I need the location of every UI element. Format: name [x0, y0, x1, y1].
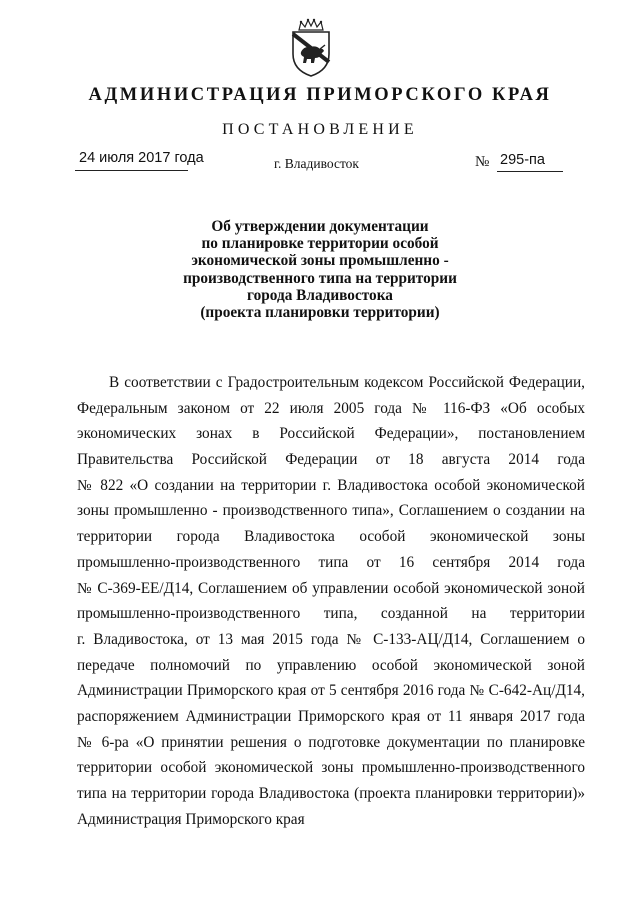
body-line: промышленно-производственного типа, созданной на территории: [77, 605, 585, 623]
body-line: Правительства Российской Федерации от 18 августа 2014 года: [77, 451, 585, 469]
document-type: ПОСТАНОВЛЕНИЕ: [222, 121, 418, 138]
coat-of-arms-emblem: [287, 18, 335, 78]
number-underline: [497, 171, 563, 172]
document-date: 24 июля 2017 года: [79, 150, 204, 166]
body-line: Администрация Приморского края: [77, 810, 305, 828]
body-line: экономических зонах в Российской Федерации», постановлением: [77, 425, 585, 443]
body-line: распоряжением Администрации Приморского края от 11 января 2017 года: [77, 707, 585, 725]
body-line: типа на территории города Владивостока (проекта планировки территории)»: [77, 785, 585, 802]
subject-line: города Владивостока: [247, 286, 393, 304]
body-line: передаче полномочий по управлению особой экономической зоной: [77, 656, 585, 674]
body-line: В соответствии с Градостроительным кодексом Российской Федерации,: [109, 374, 585, 391]
organization-title: АДМИНИСТРАЦИЯ ПРИМОРСКОГО КРАЯ: [88, 85, 552, 105]
document-number: 295-па: [500, 152, 545, 168]
subject-line: (проекта планировки территории): [200, 304, 440, 322]
subject-line: по планировке территории особой: [201, 235, 439, 253]
body-line: зоны промышленно - производственного типа», Соглашением о создании на: [77, 502, 585, 520]
body-line: территории города Владивостока особой экономической зоны: [77, 528, 585, 546]
subject-line: экономической зоны промышленно -: [191, 252, 449, 270]
document-subject: [0, 218, 640, 321]
subject-line: Об утверждении документации: [211, 218, 429, 235]
date-underline: [75, 170, 188, 171]
document-city: г. Владивосток: [274, 156, 359, 171]
number-sign: №: [475, 154, 490, 170]
body-line: Администрации Приморского края от 5 сентября 2016 года № С-642-Ац/Д14,: [77, 682, 585, 700]
body-line: г. Владивостока, от 13 мая 2015 года № С-133-АЦ/Д14, Соглашением о: [77, 630, 585, 648]
body-line: Федеральным законом от 22 июля 2005 года № 116-ФЗ «Об особых: [77, 399, 585, 417]
body-line: промышленно-производственного типа от 16 сентября 2014 года: [77, 553, 585, 571]
body-paragraph: [77, 373, 585, 835]
body-line: № 6-ра «О принятии решения о подготовке документации по планировке: [77, 733, 585, 751]
body-line: территории особой экономической зоны промышленно-производственного: [77, 759, 585, 777]
subject-line: производственного типа на территории: [183, 269, 457, 287]
body-line: № С-369-ЕЕ/Д14, Соглашением об управлении особой экономической зоной: [77, 579, 585, 597]
body-line: № 822 «О создании на территории г. Владивостока особой экономической: [77, 476, 585, 494]
